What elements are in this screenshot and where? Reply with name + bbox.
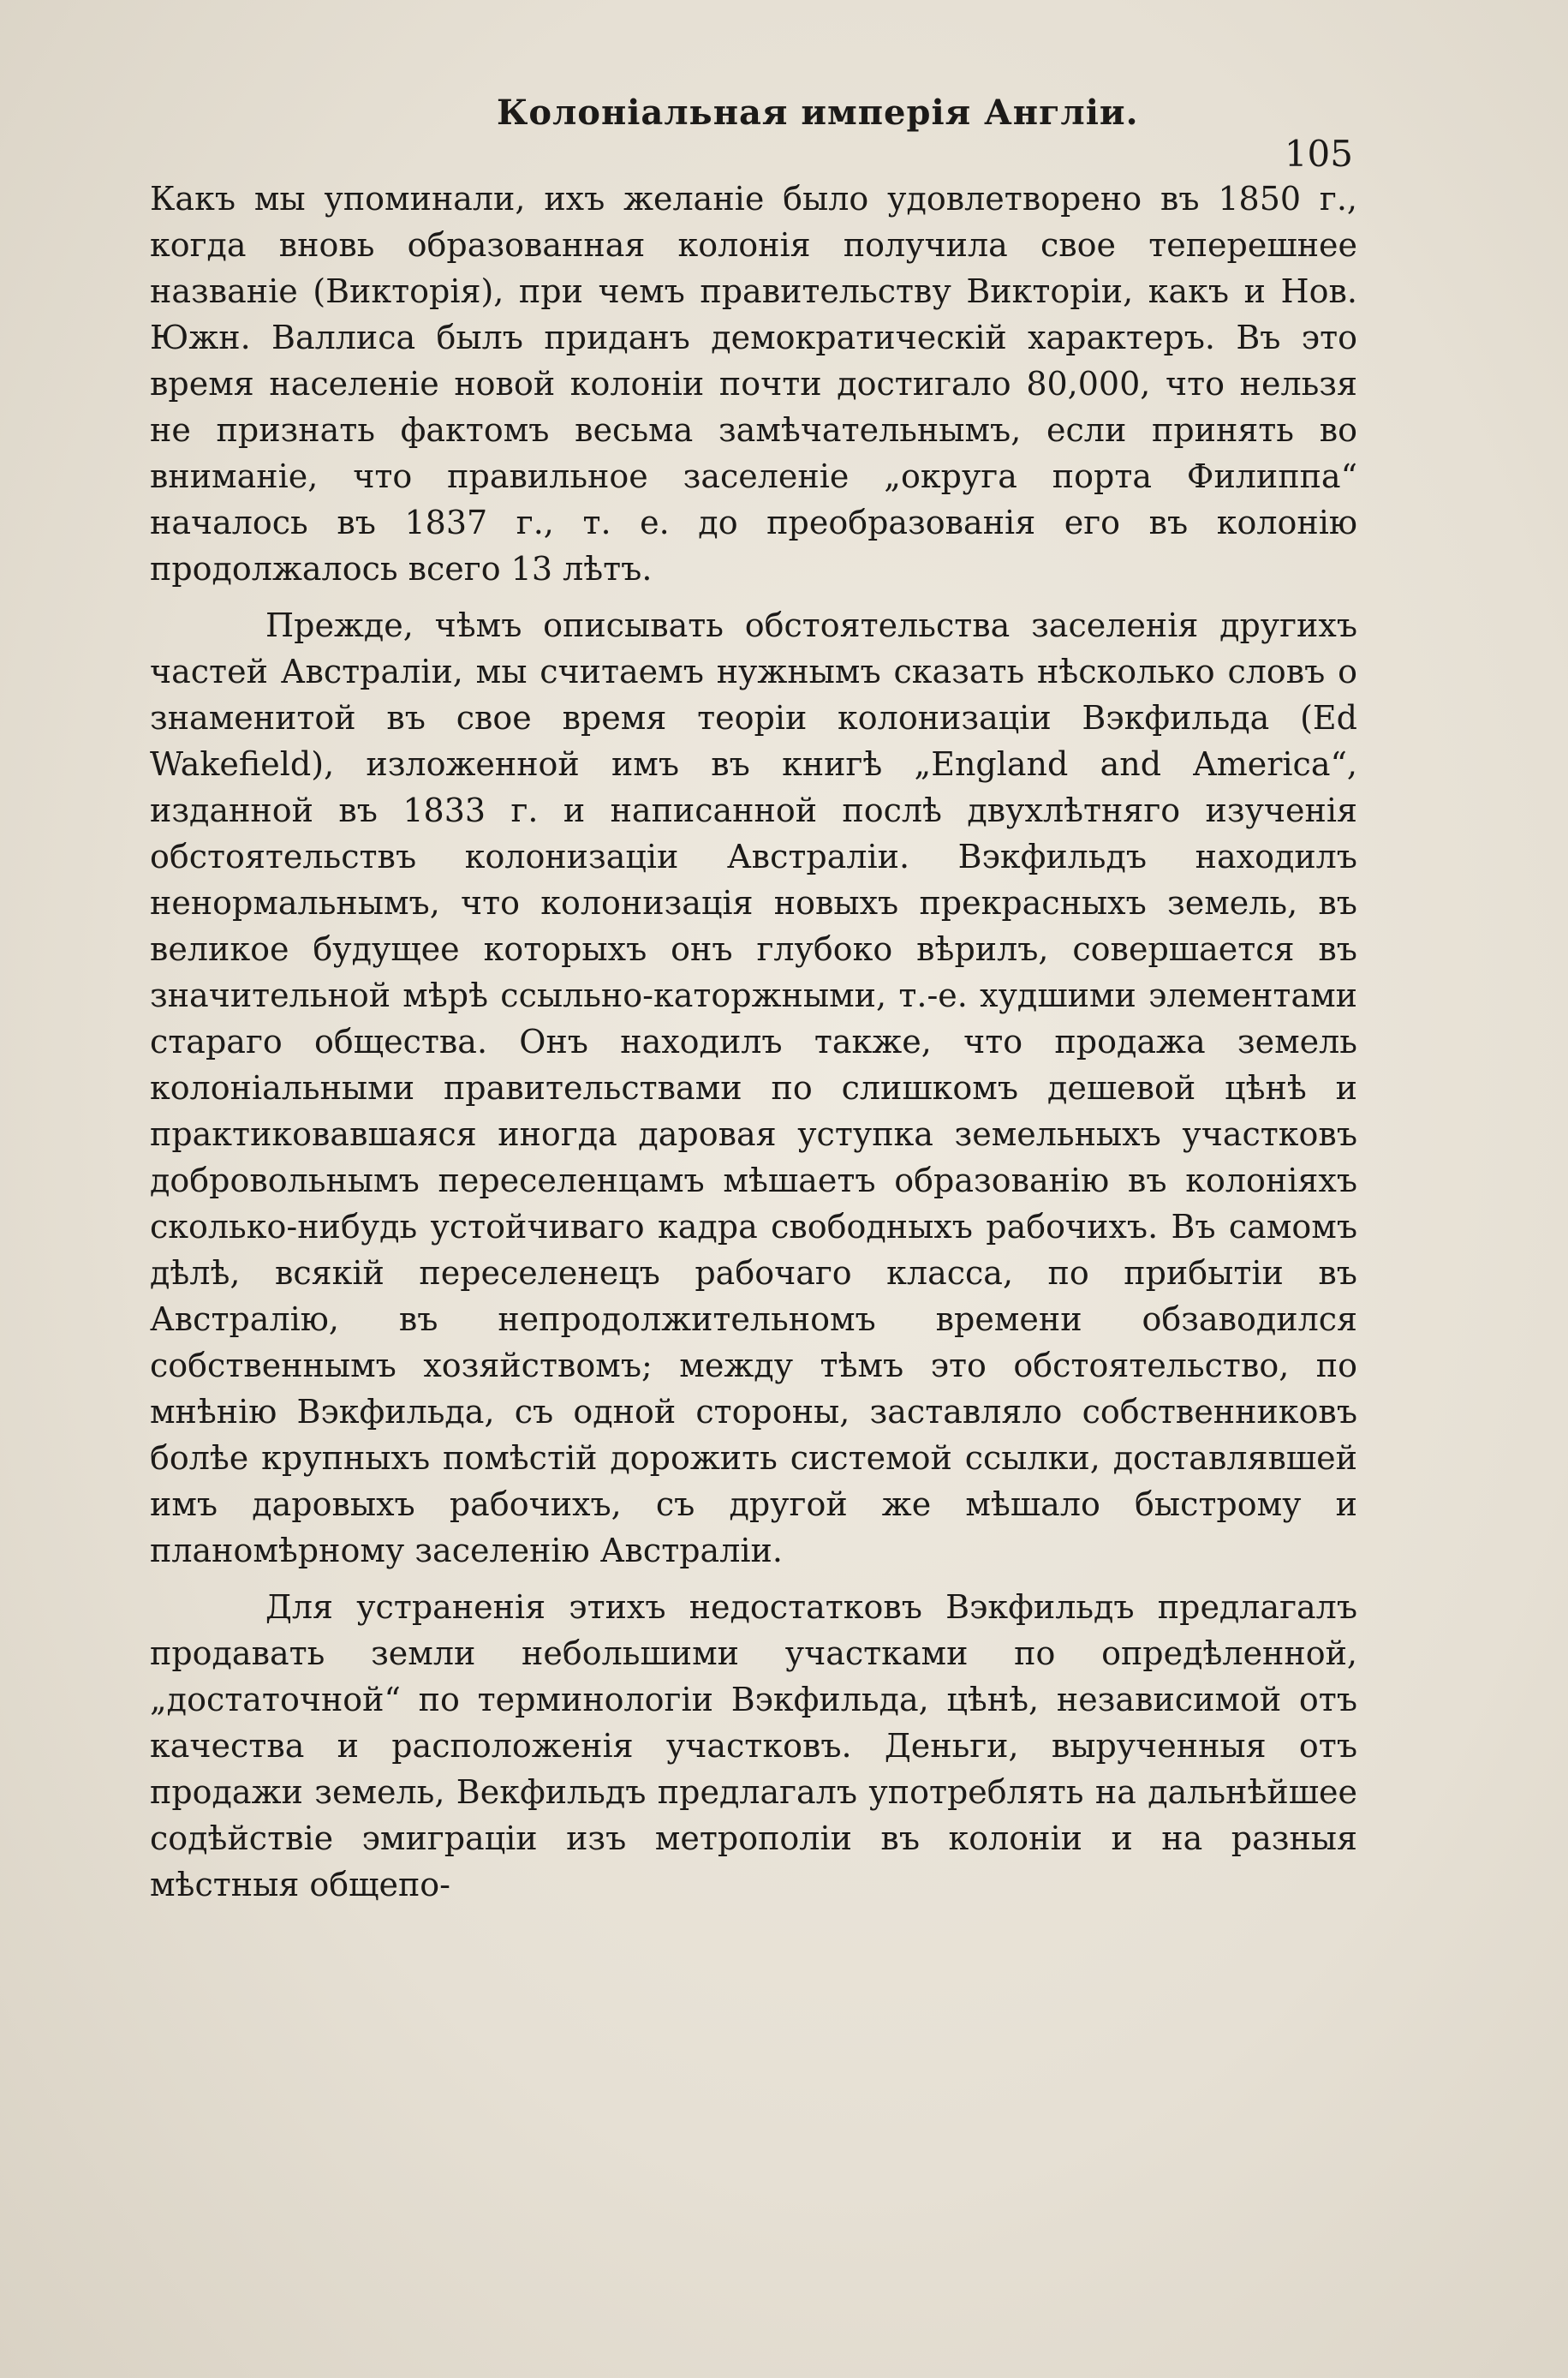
running-head: Колоніальная имперія Англіи. [497,93,1139,133]
paragraph-3: Для устраненія этихъ недостатковъ Вэкфильдъ предлагалъ продавать земли небольшими участками по опредѣленной, „достаточной“ по терминологіи Вэкфильда, цѣнѣ, независимой отъ качества и расположенія участковъ. Деньги, вырученныя отъ продажи земель, Векфильдъ предлагалъ употреблять на дальнѣйшее содѣйствіе эмиграціи изъ метрополіи въ колоніи и на разныя мѣстныя общепо- [150,1588,1357,1903]
body-text [150,176,1357,1918]
paragraph-2: Прежде, чѣмъ описывать обстоятельства заселенія другихъ частей Австраліи, мы считаемъ нужнымъ сказать нѣсколько словъ о знаменитой въ свое время теоріи колонизаціи Вэкфильда (Ed Wakefield), изложенной имъ въ книгѣ „England and America“, изданной въ 1833 г. и написанной послѣ двухлѣтняго изученія обстоятельствъ колонизаціи Австраліи. Вэкфильдъ находилъ ненормальнымъ, что колонизація новыхъ прекрасныхъ земель, въ великое будущее которыхъ онъ глубоко вѣрилъ, совершается въ значительной мѣрѣ ссыльно-каторжными, т.-е. худшими элементами стараго общества. Онъ находилъ также, что продажа земель колоніальными правительствами по слишкомъ дешевой цѣнѣ и практиковавшаяся иногда даровая уступка земельныхъ участковъ добровольнымъ переселенцамъ мѣшаетъ образованію въ колоніяхъ сколько-нибудь устойчиваго кадра свободныхъ рабочихъ. Въ самомъ дѣлѣ, всякій переселенецъ рабочаго класса, по прибытіи въ Австралію, въ непродолжительномъ времени обзаводился собственнымъ хозяйствомъ; между тѣмъ это обстоятельство, по мнѣнію Вэкфильда, съ одной стороны, заставляло собственниковъ болѣе крупныхъ помѣстій дорожить системой ссылки, доставлявшей имъ даровыхъ рабочихъ, съ другой же мѣшало быстрому и планомѣрному заселенію Австраліи. [150,606,1357,1569]
paragraph-1: Какъ мы упоминали, ихъ желаніе было удовлетворено въ 1850 г., когда вновь образованная колонія получила свое теперешнее названіе (Викторія), при чемъ правительству Викторіи, какъ и Нов. Южн. Валлиса былъ приданъ демократическій характеръ. Въ это время населеніе новой колоніи почти достигало 80,000, что нельзя не признать фактомъ весьма замѣчательнымъ, если принять во вниманіе, что правильное заселеніе „округа порта Филиппа“ началось въ 1837 г., т. е. до преобразованія его въ колонію продолжалось всего 13 лѣтъ. [150,180,1357,588]
page-number: 105 [1284,133,1353,175]
page-header [154,86,1353,175]
